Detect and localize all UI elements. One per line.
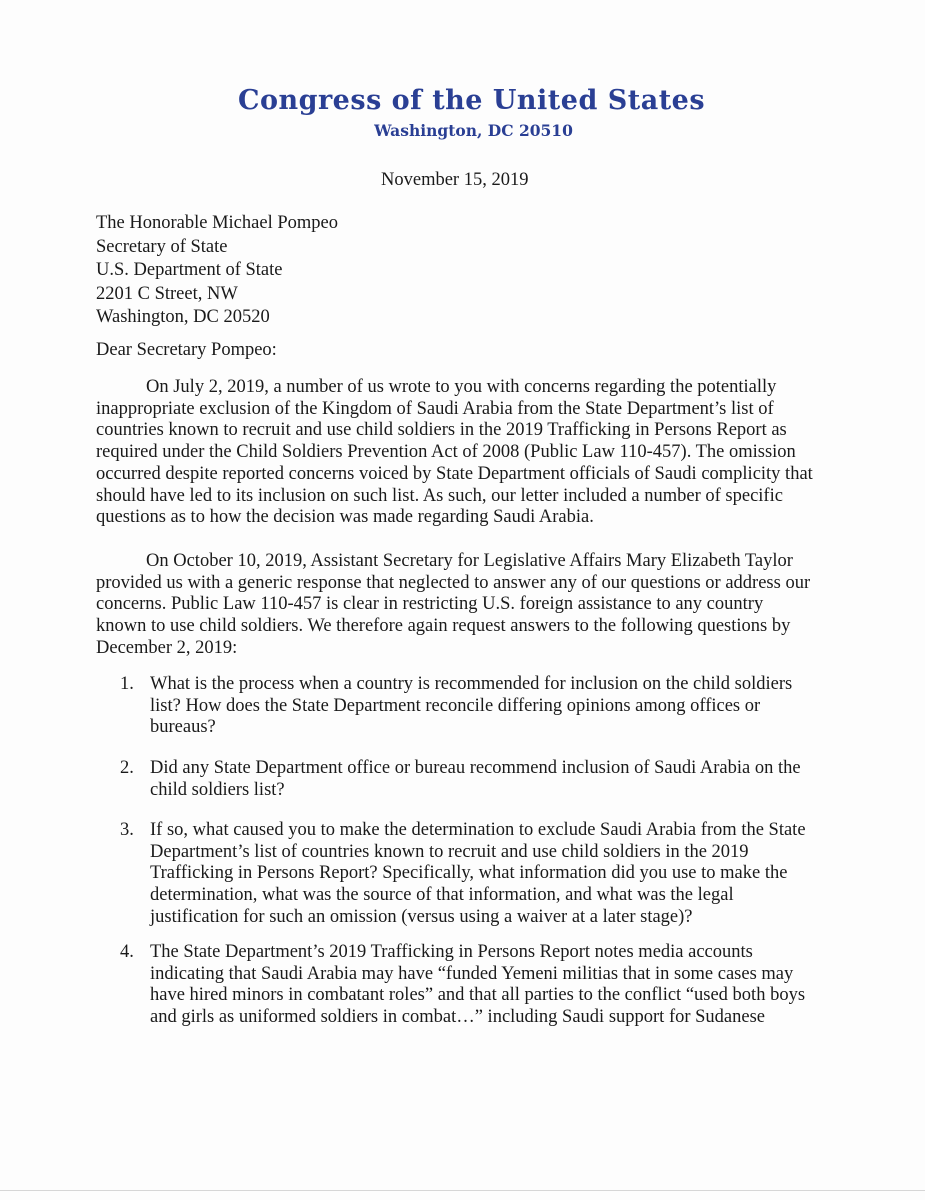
question-line: If so, what caused you to make the determination to exclude Saudi Arabia from the State <box>150 820 806 840</box>
paragraph-line: questions as to how the decision was made regarding Saudi Arabia. <box>96 507 594 528</box>
paragraph-line: known to use child soldiers. We therefore again request answers to the following questions by <box>96 616 791 637</box>
question-number: 3. <box>120 820 134 840</box>
paragraph-line: occurred despite reported concerns voiced by State Department officials of Saudi complicity that <box>96 463 813 484</box>
question-number: 1. <box>120 674 134 694</box>
question-line: and girls as uniformed soldiers in combat…” including Saudi support for Sudanese <box>150 1007 766 1028</box>
paragraph-2 <box>96 551 816 660</box>
paragraph-line: required under the Child Soldiers Prevention Act of 2008 (Public Law 110-457). The omission <box>96 442 796 463</box>
question-line: justification for such an omission (versus using a waiver at a later stage)? <box>150 906 693 927</box>
letterhead <box>0 84 925 142</box>
salutation: Dear Secretary Pompeo: <box>96 340 277 360</box>
question-line: Trafficking in Persons Report? Specifically, what information did you use to make the <box>150 863 788 884</box>
paragraph-line: should have led to its inclusion on such list. As such, our letter included a number of specific <box>96 485 783 506</box>
question-number: 2. <box>120 758 134 778</box>
address-line: Washington, DC 20520 <box>96 307 270 327</box>
question-line: What is the process when a country is recommended for inclusion on the child soldiers <box>150 674 793 694</box>
paragraph-line: concerns. Public Law 110-457 is clear in restricting U.S. foreign assistance to any country <box>96 594 764 615</box>
paragraph-line: provided us with a generic response that neglected to answer any of our questions or address our <box>96 572 811 593</box>
question-line: child soldiers list? <box>150 779 285 800</box>
question-line: indicating that Saudi Arabia may have “funded Yemeni militias that in some cases may <box>150 963 794 984</box>
letterhead-subtitle: Washington, DC 20510 <box>374 121 573 140</box>
question-text <box>150 942 805 1029</box>
address-line: 2201 C Street, NW <box>96 283 238 304</box>
scan-edge-divider <box>0 1190 925 1191</box>
question-text <box>150 758 801 801</box>
recipient-address <box>96 212 338 330</box>
paragraph-line: countries known to recruit and use child soldiers in the 2019 Trafficking in Persons Report as <box>96 420 787 441</box>
question-line: The State Department’s 2019 Trafficking in Persons Report notes media accounts <box>150 942 753 962</box>
question-line: Did any State Department office or bureau recommend inclusion of Saudi Arabia on the <box>150 758 801 778</box>
paragraph-line: On October 10, 2019, Assistant Secretary for Legislative Affairs Mary Elizabeth Taylor <box>146 551 793 571</box>
letter-date: November 15, 2019 <box>381 170 529 190</box>
address-line: U.S. Department of State <box>96 260 283 280</box>
question-text <box>150 820 806 929</box>
question-line: have hired minors in combatant roles” and that all parties to the conflict “used both boys <box>150 985 806 1006</box>
question-line: list? How does the State Department reconcile differing opinions among offices or <box>150 695 761 716</box>
question-text <box>150 674 792 739</box>
paragraph-1 <box>96 377 816 529</box>
question-line: bureaus? <box>150 717 216 738</box>
question-line: Department’s list of countries known to recruit and use child soldiers in the 2019 <box>150 841 749 862</box>
paragraph-line: inappropriate exclusion of the Kingdom of Saudi Arabia from the State Department’s list of <box>96 398 774 419</box>
address-line: The Honorable Michael Pompeo <box>96 213 338 233</box>
question-number: 4. <box>120 942 134 962</box>
address-line: Secretary of State <box>96 236 228 257</box>
paragraph-line: December 2, 2019: <box>96 637 238 658</box>
letterhead-title: Congress of the United States <box>237 85 706 116</box>
question-line: determination, what was the source of that information, and what was the legal <box>150 885 734 906</box>
paragraph-line: On July 2, 2019, a number of us wrote to you with concerns regarding the potentially <box>146 377 777 397</box>
